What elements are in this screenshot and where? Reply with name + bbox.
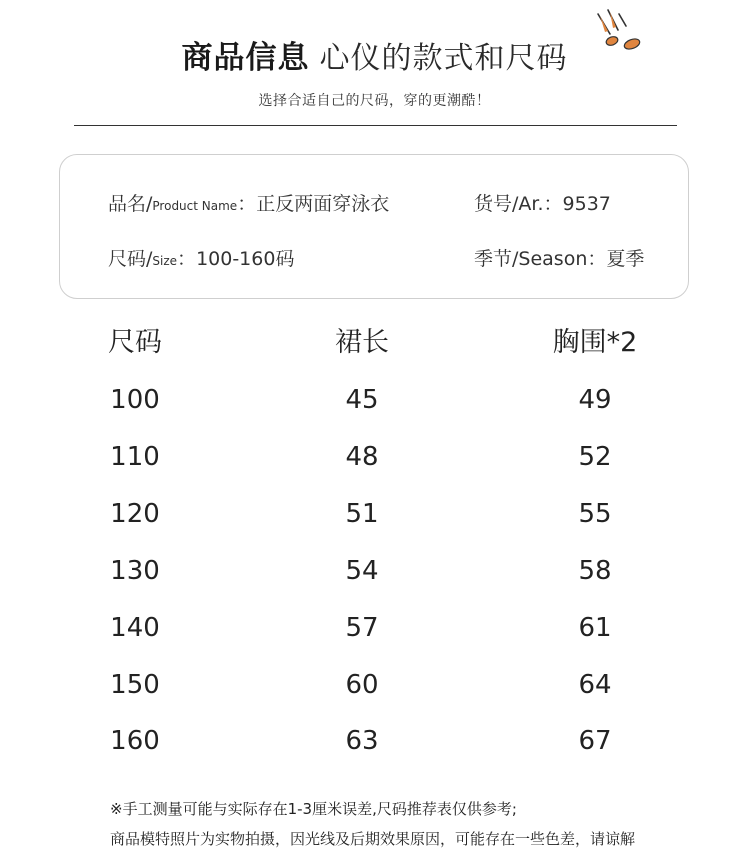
- table-row: [0, 380, 749, 420]
- table-header-row: [0, 323, 749, 363]
- article-number: [474, 191, 611, 217]
- cell-chest: 52: [578, 442, 612, 472]
- cell-skirt-length: 45: [345, 385, 379, 415]
- product-name-value: 正反两面穿泳衣: [256, 193, 390, 215]
- subtitle: 选择合适自己的尺码，穿的更潮酷！: [258, 93, 491, 109]
- header-chest: 胸围*2: [552, 327, 638, 358]
- size-sep: ：: [177, 248, 197, 270]
- cell-chest: 55: [578, 499, 612, 529]
- header-skirt-length: 裙长: [335, 327, 389, 358]
- title-light: 心仪的款式和尺码: [319, 41, 568, 76]
- product-name-sep: ：: [237, 193, 257, 215]
- table-row: [0, 721, 749, 761]
- divider: [74, 125, 677, 126]
- cell-chest: 58: [578, 556, 612, 586]
- cell-size: 160: [110, 726, 160, 756]
- size-value: 100-160码: [196, 248, 295, 270]
- table-row: [0, 494, 749, 534]
- product-name-label-en: Product Name: [152, 199, 238, 213]
- cell-skirt-length: 60: [345, 670, 379, 700]
- cell-skirt-length: 51: [345, 499, 379, 529]
- note-measurement: ※手工测量可能与实际存在1-3厘米误差,尺码推荐表仅供参考;: [110, 800, 517, 818]
- cell-size: 150: [110, 670, 160, 700]
- cell-skirt-length: 54: [345, 556, 379, 586]
- cell-size: 110: [110, 442, 160, 472]
- product-name-label: 品名/: [108, 193, 153, 215]
- size-range: [108, 246, 294, 274]
- header-size: 尺码: [108, 327, 162, 358]
- table-row: [0, 551, 749, 591]
- cell-skirt-length: 48: [345, 442, 379, 472]
- season-label: 季节/Season：: [474, 248, 607, 270]
- table-row: [0, 608, 749, 648]
- article-value: 9537: [562, 193, 611, 215]
- cell-chest: 67: [578, 726, 612, 756]
- cell-chest: 64: [578, 670, 612, 700]
- cell-chest: 61: [578, 613, 612, 643]
- season: [474, 246, 644, 272]
- season-value: 夏季: [606, 248, 645, 270]
- cell-size: 140: [110, 613, 160, 643]
- cell-chest: 49: [578, 385, 612, 415]
- cell-skirt-length: 57: [345, 613, 379, 643]
- title-bold: 商品信息: [181, 40, 310, 76]
- product-name: [108, 191, 389, 219]
- exclamation-decoration-icon: [592, 8, 642, 58]
- header: [0, 0, 749, 130]
- cell-size: 100: [110, 385, 160, 415]
- table-row: [0, 437, 749, 477]
- notes: [110, 794, 635, 854]
- size-label: 尺码/: [108, 248, 153, 270]
- cell-size: 120: [110, 499, 160, 529]
- article-label: 货号/Ar.：: [474, 193, 563, 215]
- cell-skirt-length: 63: [345, 726, 379, 756]
- table-row: [0, 665, 749, 705]
- note-color-difference: 商品模特照片为实物拍摄，因光线及后期效果原因，可能存在一些色差，请谅解: [110, 830, 636, 848]
- product-info-card: [59, 154, 689, 299]
- cell-size: 130: [110, 556, 160, 586]
- size-label-en: Size: [152, 254, 178, 268]
